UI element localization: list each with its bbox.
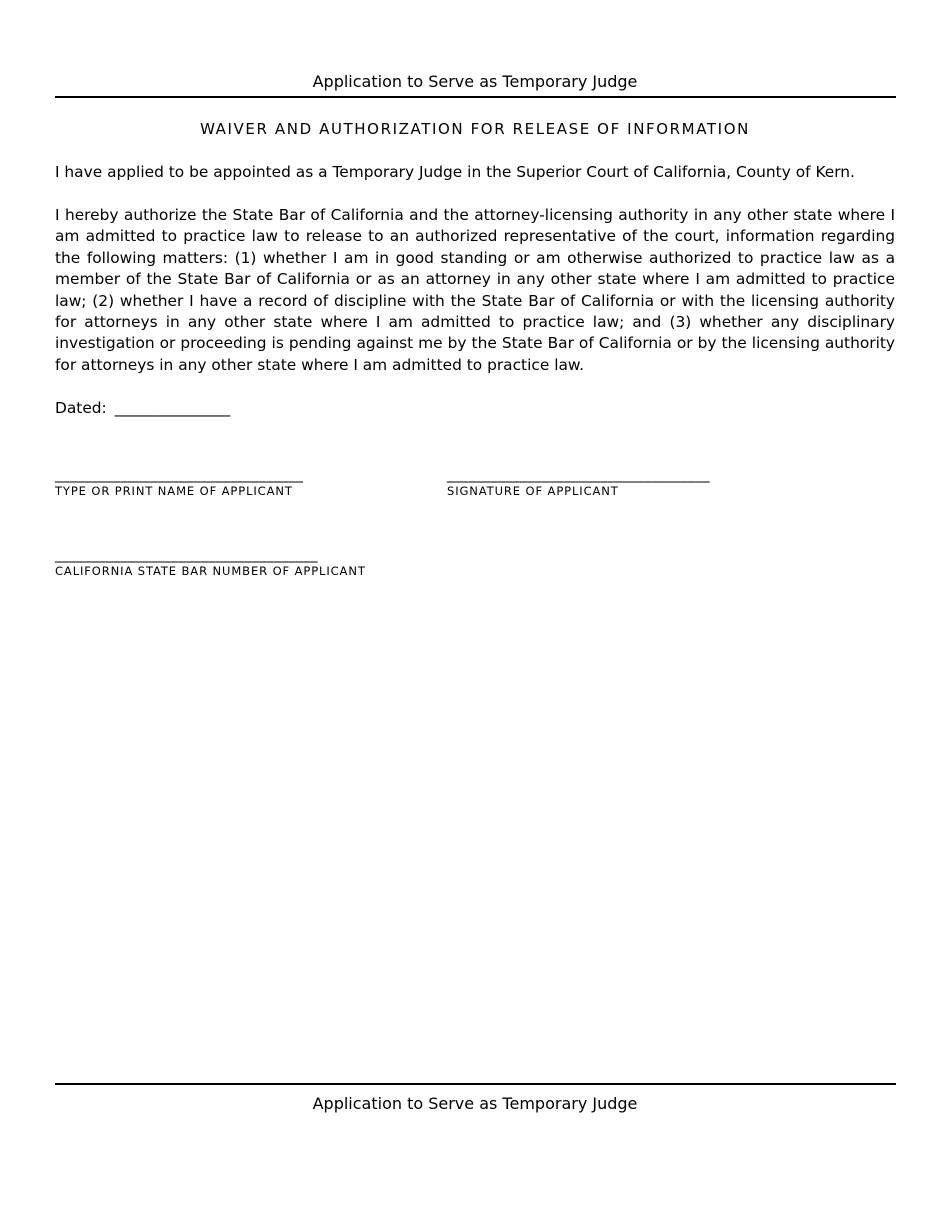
applicant-name-field xyxy=(55,468,303,498)
page-footer-title: Application to Serve as Temporary Judge xyxy=(312,1094,638,1113)
application-statement: I have applied to be appointed as a Temporary Judge in the Superior Court of California, County of Kern. xyxy=(55,163,855,181)
dated-blank[interactable]: _______________ xyxy=(114,399,231,417)
applicant-name-caption: TYPE OR PRINT NAME OF APPLICANT xyxy=(55,484,293,498)
applicant-name-line[interactable]: __________________________________ xyxy=(55,467,304,483)
dated-field xyxy=(55,399,230,417)
bar-number-caption: CALIFORNIA STATE BAR NUMBER OF APPLICANT xyxy=(55,564,366,578)
applicant-signature-field xyxy=(447,468,710,498)
bar-number-field xyxy=(55,548,366,578)
footer-divider xyxy=(55,1083,896,1085)
applicant-signature-caption: SIGNATURE OF APPLICANT xyxy=(447,484,619,498)
header-divider xyxy=(55,96,896,98)
applicant-signature-line[interactable]: ____________________________________ xyxy=(447,467,710,483)
authorization-paragraph: I hereby authorize the State Bar of California and the attorney-licensing authority in any other state where I am admitted to practice law to release to an authorized representative of the court, information regarding the following matters: (1) whether I am in good standing or am otherwise authorized to practice law as a member of the State Bar of California or as an attorney in any other state where I am admitted to practice law; (2) whether I have a record of discipline with the State Bar of California or with the licensing authority for attorneys in any other state where I am admitted to practice law; and (3) whether any disciplinary investigation or proceeding is pending against me by the State Bar of California or by the licensing authority for attorneys in any other state where I am admitted to practice law. xyxy=(55,206,895,374)
form-heading: WAIVER AND AUTHORIZATION FOR RELEASE OF INFORMATION xyxy=(200,120,750,138)
page-header-title: Application to Serve as Temporary Judge xyxy=(312,72,638,91)
bar-number-line[interactable]: ____________________________________ xyxy=(55,547,318,563)
dated-label: Dated: xyxy=(55,399,107,417)
